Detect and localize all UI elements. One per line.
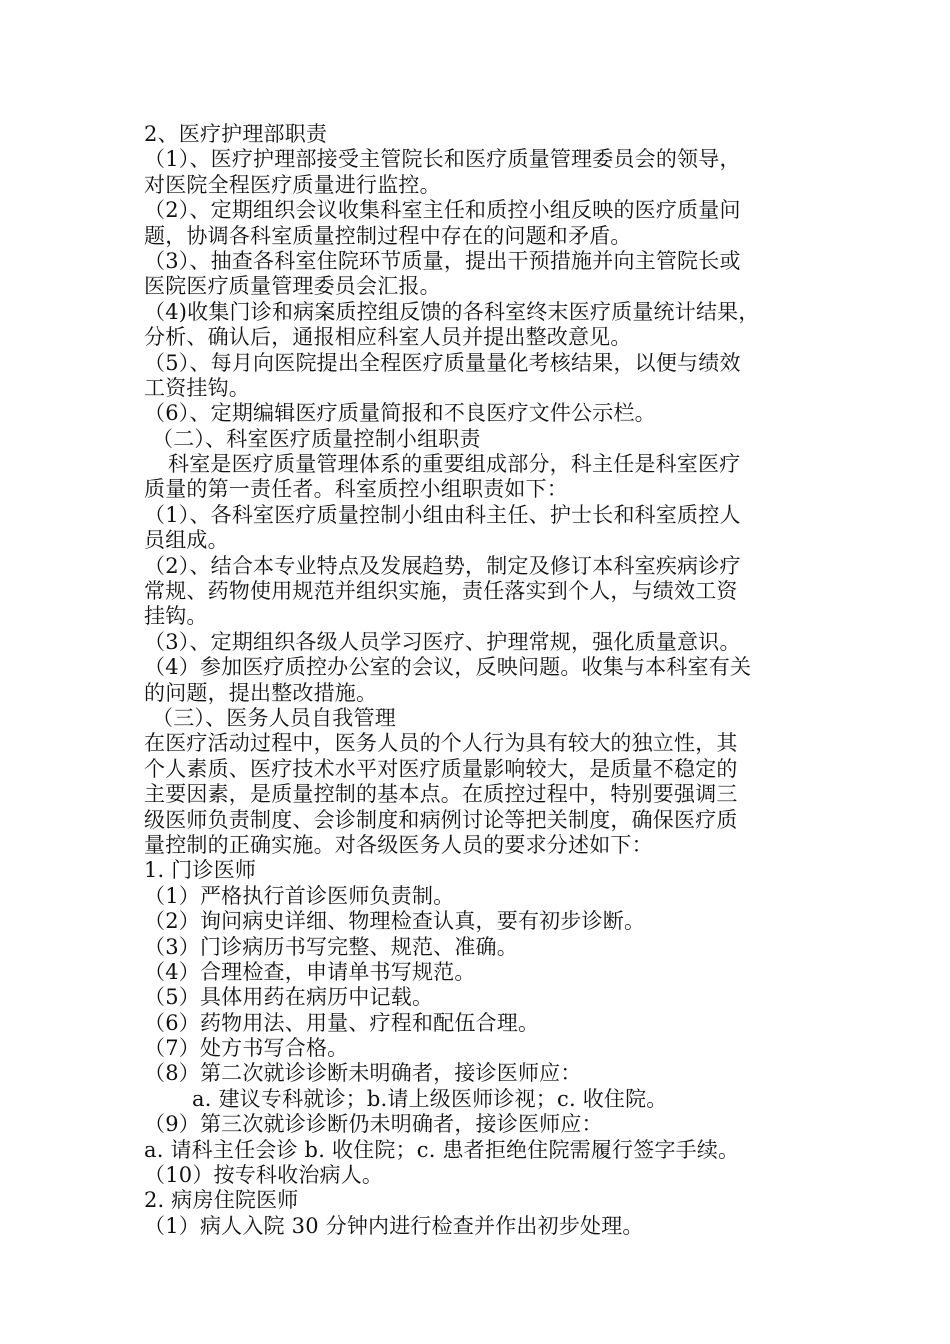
paragraph-line: 级医师负责制度、会诊制度和病例讨论等把关制度，确保医疗质: [144, 807, 738, 832]
text-line: （4)收集门诊和病案质控组反馈的各科室终末医疗质量统计结果，: [144, 299, 760, 324]
list-item: （1）严格执行首诊医师负责制。: [144, 883, 455, 908]
text-line: （5）、每月向医院提出全程医疗质量量化考核结果，以便与绩效: [144, 350, 741, 375]
paragraph-line: 量控制的正确实施。对各级医务人员的要求分述如下：: [144, 832, 653, 857]
text-line: 分析、确认后，通报相应科室人员并提出整改意见。: [144, 325, 632, 350]
list-item: （4）合理检查，申请单书写规范。: [144, 959, 476, 984]
text-line: （3）、定期组织各级人员学习医疗、护理常规，强化质量意识。: [144, 629, 741, 654]
text-line: 医院医疗质量管理委员会汇报。: [144, 274, 441, 299]
list-item: （10）按专科收治病人。: [144, 1163, 384, 1188]
text-line: （4）参加医疗质控办公室的会议，反映问题。收集与本科室有关: [144, 655, 752, 680]
paragraph-line: 科室是医疗质量管理体系的重要组成部分，科主任是科室医疗: [168, 452, 741, 477]
list-item: （1）病人入院 30 分钟内进行检查并作出初步处理。: [144, 1213, 644, 1238]
text-line: （1）、各科室医疗质量控制小组由科主任、护士长和科室质控人: [144, 502, 741, 527]
section-heading: 2、医疗护理部职责: [144, 122, 328, 146]
text-line: 题，协调各科室质量控制过程中存在的问题和矛盾。: [144, 223, 632, 248]
list-item: （3）门诊病历书写完整、规范、准确。: [144, 934, 518, 959]
list-item: （2）询问病史详细、物理检查认真，要有初步诊断。: [144, 909, 646, 934]
text-line: （3）、抽查各科室住院环节质量，提出干预措施并向主管院长或: [144, 248, 741, 273]
section-heading: （二）、科室医疗质量控制小组职责: [152, 426, 481, 451]
text-line: （2）、定期组织会议收集科室主任和质控小组反映的医疗质量问: [144, 198, 741, 223]
text-line: （2）、结合本专业特点及发展趋势，制定及修订本科室疾病诊疗: [144, 553, 741, 578]
list-item: （8）第二次就诊诊断未明确者，接诊医师应：: [144, 1061, 582, 1086]
paragraph-line: 在医疗活动过程中，医务人员的个人行为具有较大的独立性，其: [144, 731, 738, 756]
text-line: 挂钩。: [144, 604, 208, 629]
list-item: （7）处方书写合格。: [144, 1036, 349, 1061]
list-subitem: a. 建议专科就诊；b.请上级医师诊视；c. 收住院。: [192, 1086, 668, 1111]
text-line: 对医院全程医疗质量进行监控。: [144, 172, 441, 197]
list-item: （5）具体用药在病历中记载。: [144, 985, 434, 1010]
text-line: 常规、药物使用规范并组织实施，责任落实到个人，与绩效工资: [144, 579, 738, 604]
paragraph-line: 个人素质、医疗技术水平对医疗质量影响较大，是质量不稳定的: [144, 756, 738, 781]
subsection-heading: 2. 病房住院医师: [144, 1188, 299, 1213]
text-line: （1）、医疗护理部接受主管院长和医疗质量管理委员会的领导，: [144, 147, 741, 172]
paragraph-line: 主要因素，是质量控制的基本点。在质控过程中，特别要强调三: [144, 782, 738, 807]
list-subitem: a. 请科主任会诊 b. 收住院；c. 患者拒绝住院需履行签字手续。: [144, 1137, 740, 1162]
text-line: 的问题，提出整改措施。: [144, 680, 378, 705]
text-line: 员组成。: [144, 528, 229, 553]
list-item: （6）药物用法、用量、疗程和配伍合理。: [144, 1010, 540, 1035]
text-line: 工资挂钩。: [144, 375, 250, 400]
subsection-heading: 1. 门诊医师: [144, 858, 257, 883]
paragraph-line: 质量的第一责任者。科室质控小组职责如下：: [144, 477, 568, 502]
section-heading: （三）、医务人员自我管理: [152, 705, 396, 730]
list-item: （9）第三次就诊诊断仍未明确者，接诊医师应：: [144, 1112, 603, 1137]
document-body: [144, 122, 824, 1239]
text-line: （6）、定期编辑医疗质量简报和不良医疗文件公示栏。: [144, 401, 656, 426]
